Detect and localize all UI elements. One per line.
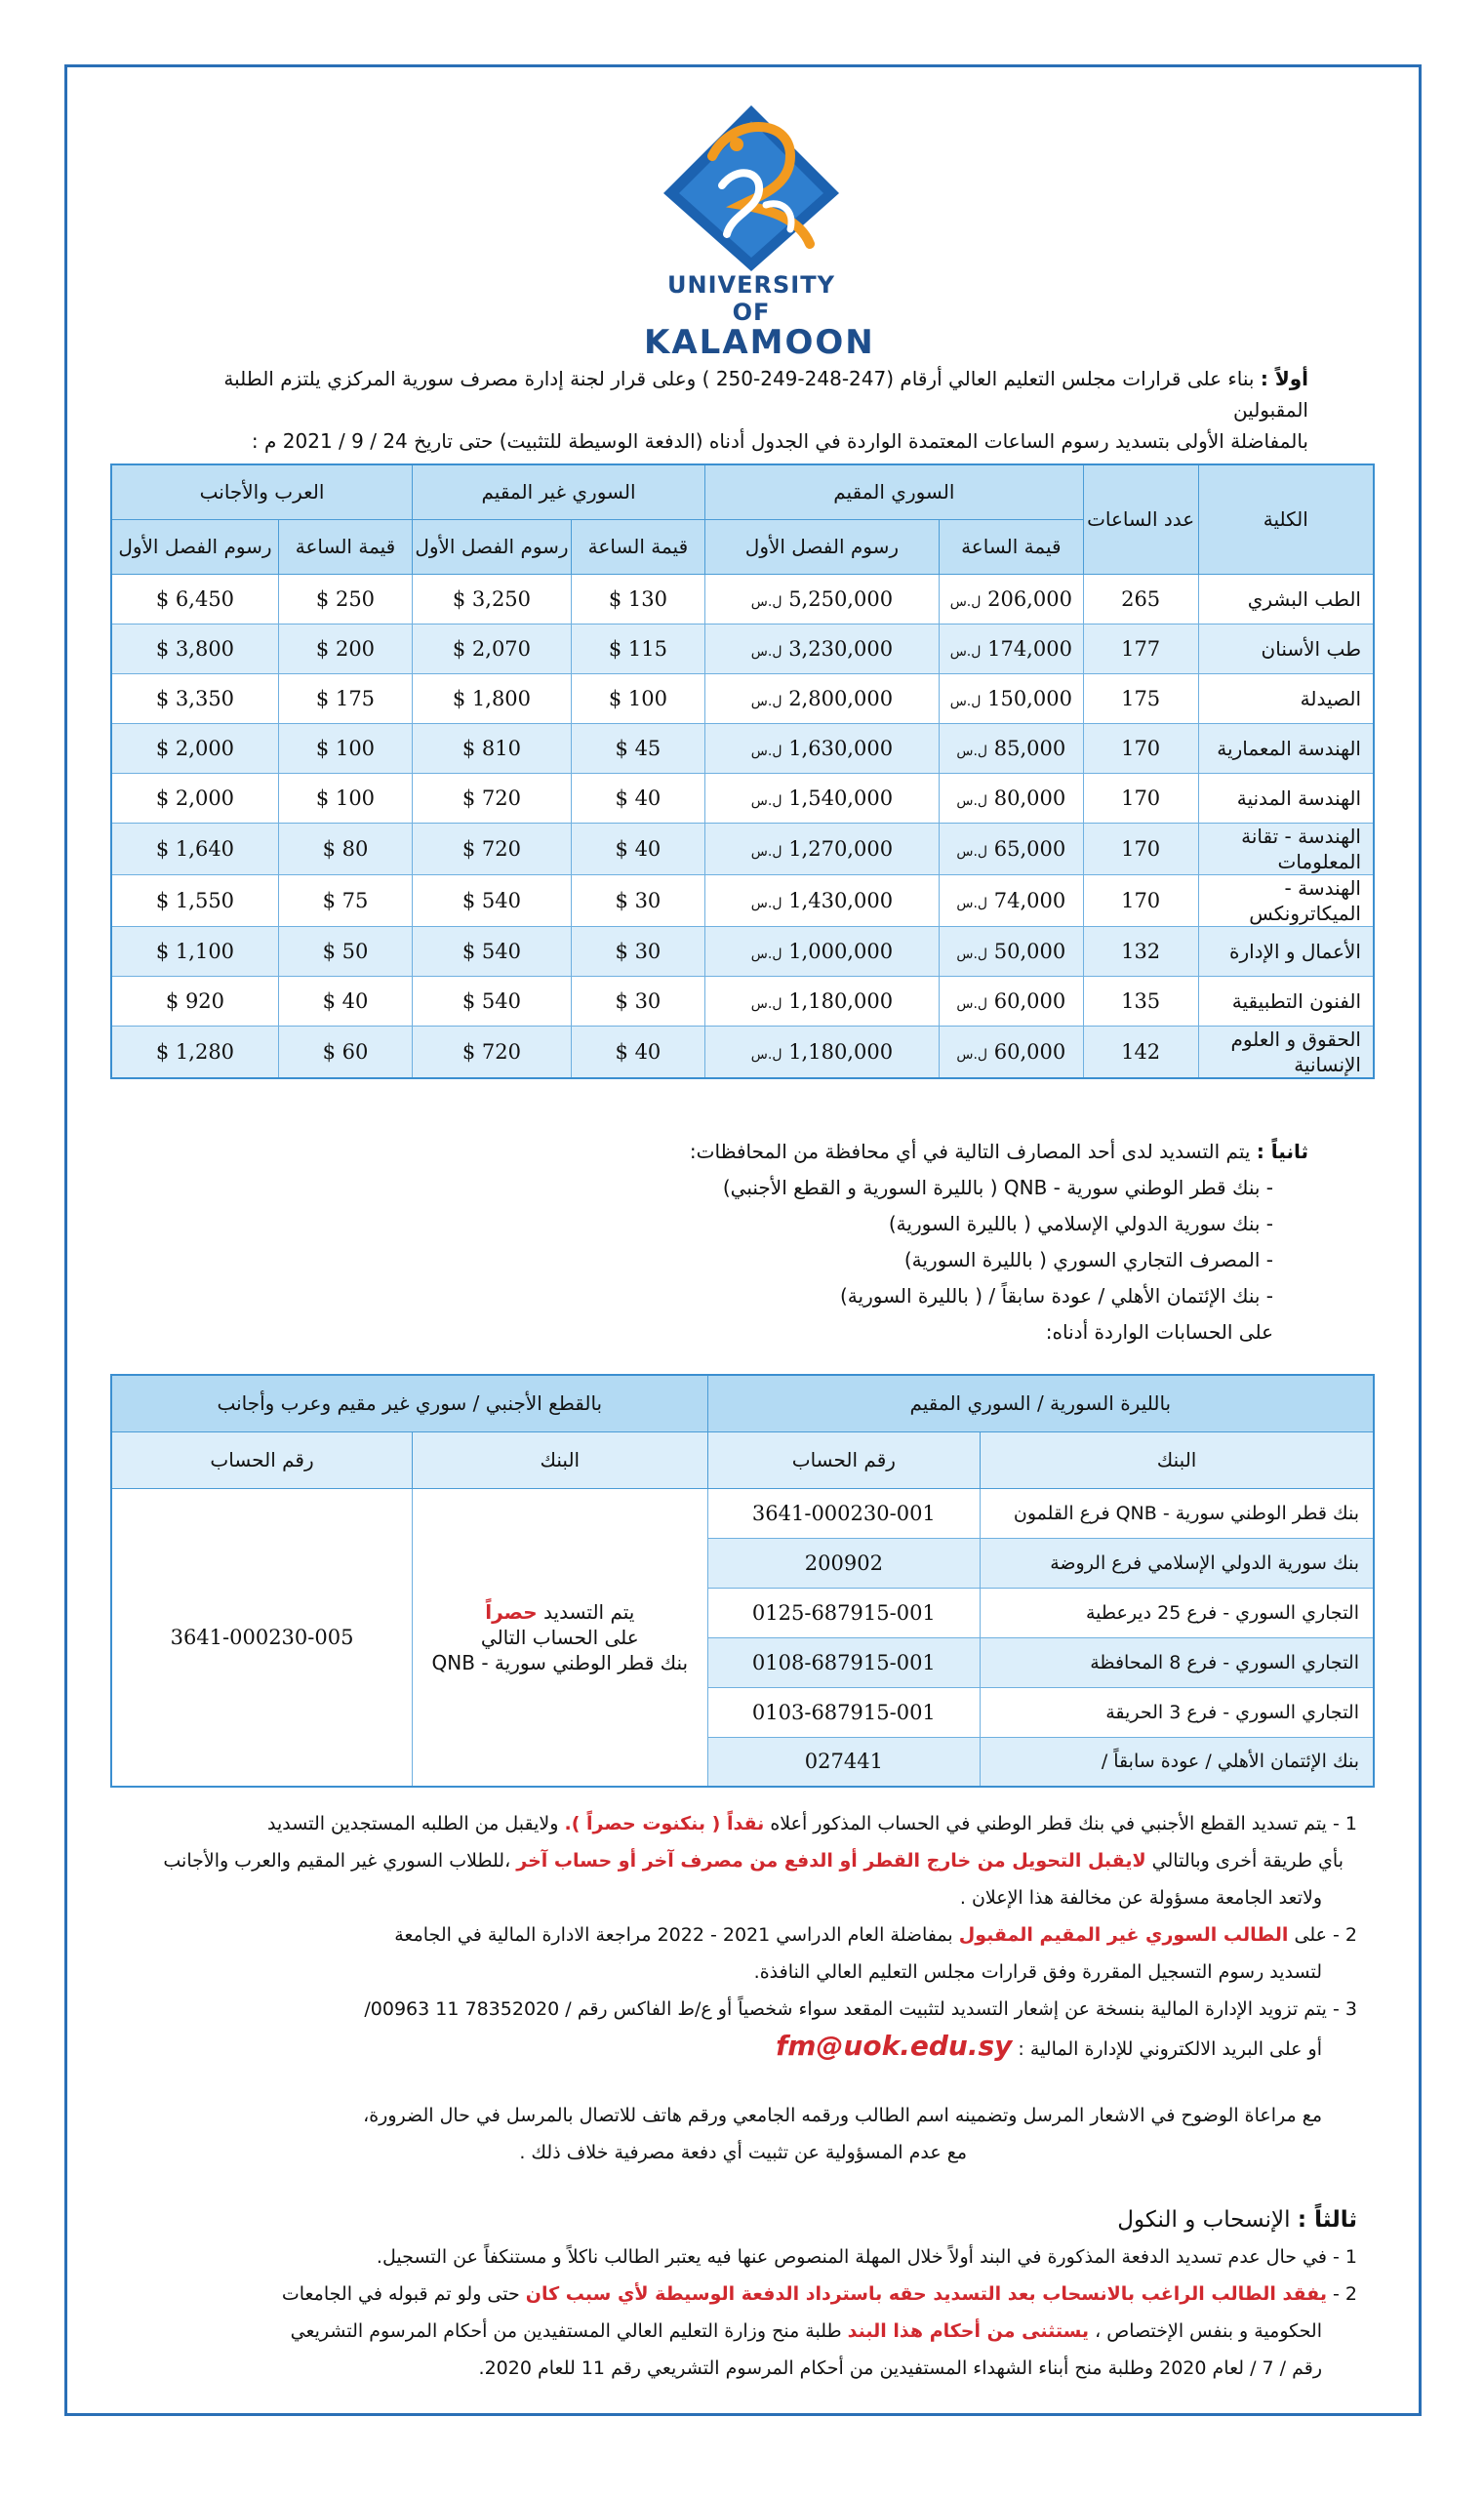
amount-value: 1,180,000 [788, 1039, 894, 1064]
amount-value: 206,000 [987, 586, 1072, 611]
amount-value: $ 720 [461, 836, 522, 861]
faculty-name: الهندسة المعمارية [1217, 736, 1361, 760]
header-hour-value: قيمة الساعة [939, 519, 1083, 574]
nonresident-term-cell [413, 673, 572, 723]
currency-label: ل.س [750, 643, 782, 660]
amount-value: $ 2,000 [155, 736, 235, 760]
note1-red-2: لايقبل التحويل من خارج القطر أو الدفع من مصرف آخر أو حساب آخر [516, 1850, 1146, 1872]
header-resident: السوري المقيم [704, 464, 1083, 519]
amount-value: $ 75 [322, 888, 369, 912]
amount-value: $ 40 [322, 988, 369, 1013]
foreign-account-number: 3641-000230-005 [111, 1488, 413, 1787]
faculty-cell [1198, 976, 1374, 1026]
currency-label: ل.س [949, 593, 982, 610]
note1-text-b: ولايقبل من الطلبه المستجدين التسديد [267, 1813, 565, 1834]
nonresident-hour-cell [571, 773, 704, 823]
withdrawal-item-2-b: حتى ولو تم قبوله في الجامعات [281, 2283, 526, 2305]
nonresident-term-cell [413, 823, 572, 874]
bank-accounts-table [110, 1374, 1375, 1788]
foreign-note-red: حصراً [485, 1599, 538, 1624]
amount-value: 175 [1121, 686, 1161, 710]
foreign-term-cell [111, 926, 278, 976]
header-hours: عدد الساعات [1083, 464, 1198, 574]
foreign-hour-cell [278, 773, 412, 823]
foreign-term-cell [111, 773, 278, 823]
bank-name: التجاري السوري - فرع 8 المحافظة [981, 1637, 1374, 1687]
third-title: الإنسحاب و النكول [1117, 2207, 1298, 2233]
foreign-term-cell [111, 874, 278, 926]
amount-value: $ 40 [615, 1039, 662, 1064]
second-label: ثانياً : [1256, 1140, 1308, 1163]
amount-value: 265 [1121, 586, 1161, 611]
resident-term-cell [704, 823, 939, 874]
currency-label: ل.س [949, 643, 982, 660]
fees-row [111, 1026, 1374, 1078]
resident-term-cell [704, 773, 939, 823]
amount-value: $ 200 [315, 636, 376, 661]
header-first-term: رسوم الفصل الأول [413, 519, 572, 574]
resident-term-cell [704, 673, 939, 723]
amount-value: $ 115 [608, 636, 667, 661]
bank-name: بنك سورية الدولي الإسلامي فرع الروضة [981, 1538, 1374, 1588]
foreign-term-cell [111, 574, 278, 624]
amount-value: $ 100 [608, 686, 667, 710]
nonresident-term-cell [413, 976, 572, 1026]
currency-label: ل.س [956, 1046, 988, 1063]
hours-cell [1083, 976, 1198, 1026]
resident-hour-cell [939, 926, 1083, 976]
resident-hour-cell [939, 874, 1083, 926]
amount-value: 132 [1121, 939, 1161, 963]
amount-value: $ 130 [608, 586, 667, 611]
resident-term-cell [704, 976, 939, 1026]
faculty-cell [1198, 624, 1374, 673]
fees-row [111, 823, 1374, 874]
bank-list-item: - المصرف التجاري السوري ( بالليرة السورية) [903, 1248, 1273, 1271]
bank-name: بنك الإئتمان الأهلي / عودة سابقاً / [981, 1737, 1374, 1787]
amount-value: 65,000 [993, 836, 1066, 861]
foreign-note-3: بنك قطر الوطني سورية - QNB [431, 1650, 689, 1674]
withdrawal-item-2: 2 - [1326, 2283, 1357, 2305]
resident-hour-cell [939, 976, 1083, 1026]
fees-row [111, 624, 1374, 673]
resident-term-cell [704, 926, 939, 976]
resident-hour-cell [939, 1026, 1083, 1078]
amount-value: $ 1,800 [452, 686, 532, 710]
header-first-term: رسوم الفصل الأول [111, 519, 278, 574]
withdrawal-item-2-red: يفقد الطالب الراغب بالانسحاب بعد التسديد حقه باسترداد الدفعة الوسيطة لأي سبب كان [525, 2283, 1327, 2305]
account-number: 0103-687915-001 [707, 1687, 981, 1737]
resident-term-cell [704, 574, 939, 624]
faculty-cell [1198, 926, 1374, 976]
nonresident-hour-cell [571, 574, 704, 624]
amount-value: 170 [1121, 786, 1161, 810]
fees-row [111, 723, 1374, 773]
account-number: 027441 [707, 1737, 981, 1787]
currency-label: ل.س [956, 946, 988, 962]
nonresident-term-cell [413, 624, 572, 673]
amount-value: 85,000 [993, 736, 1066, 760]
faculty-cell [1198, 823, 1374, 874]
amount-value: $ 45 [615, 736, 662, 760]
currency-label: ل.س [750, 946, 782, 962]
resident-hour-cell [939, 574, 1083, 624]
hours-cell [1083, 1026, 1198, 1078]
currency-label: ل.س [949, 693, 982, 709]
logo-line2: KALAMOON [644, 323, 875, 362]
amount-value: $ 3,350 [155, 686, 235, 710]
bank-list-item: - بنك قطر الوطني سورية - QNB ( بالليرة السورية و القطع الأجنبي) [722, 1176, 1273, 1199]
note2-text-b: بمفاضلة العام الدراسي 2021 - 2022 مراجعة الادارة المالية في الجامعة [394, 1924, 959, 1946]
resident-term-cell [704, 624, 939, 673]
currency-label: ل.س [750, 895, 782, 911]
amount-value: 3,230,000 [788, 636, 894, 661]
second-text: يتم التسديد لدى أحد المصارف التالية في أي محافظة من المحافظات: [689, 1140, 1257, 1163]
amount-value: 5,250,000 [788, 586, 894, 611]
account-number: 200902 [707, 1538, 981, 1588]
resident-hour-cell [939, 723, 1083, 773]
amount-value: 170 [1121, 888, 1161, 912]
faculty-name: الهندسة المدنية [1236, 786, 1361, 810]
amount-value: $ 1,550 [155, 888, 235, 912]
faculty-name: طب الأسنان [1261, 636, 1361, 661]
nonresident-hour-cell [571, 673, 704, 723]
amount-value: 80,000 [993, 786, 1066, 810]
amount-value: $ 3,250 [452, 586, 532, 611]
bank-name: التجاري السوري - فرع 3 الحريقة [981, 1687, 1374, 1737]
amount-value: 142 [1121, 1039, 1161, 1064]
intro-line2: بالمفاضلة الأولى بتسديد رسوم الساعات المعتمدة الواردة في الجدول أدناه (الدفعة الوسيطة للتثبيت) حتى تاريخ 24 / 9 / 2021 م : [251, 429, 1308, 453]
header-hour-value: قيمة الساعة [571, 519, 704, 574]
amount-value: 135 [1121, 988, 1161, 1013]
currency-label: ل.س [956, 895, 988, 911]
hours-cell [1083, 926, 1198, 976]
header-bank: البنك [413, 1431, 708, 1488]
note2-red: الطالب السوري غير المقيم المقبول [958, 1924, 1289, 1946]
foreign-hour-cell [278, 874, 412, 926]
amount-value: $ 50 [322, 939, 369, 963]
fees-row [111, 773, 1374, 823]
amount-value: $ 60 [322, 1039, 369, 1064]
foreign-hour-cell [278, 976, 412, 1026]
withdrawal-item-2-e: رقم / 7 / لعام 2020 وطلبة منح أبناء الشهداء المستفيدين من أحكام المرسوم التشريعي رقم 11 للعام 2020. [478, 2357, 1322, 2379]
foreign-term-cell [111, 823, 278, 874]
faculty-name: الهندسة - الميكاترونكس [1249, 875, 1361, 925]
nonresident-term-cell [413, 574, 572, 624]
note3-text-b: أو على البريد الالكتروني للإدارة المالية : [1012, 2038, 1322, 2060]
nonresident-hour-cell [571, 624, 704, 673]
fees-row [111, 874, 1374, 926]
amount-value: $ 6,450 [155, 586, 235, 611]
account-number: 0125-687915-001 [707, 1588, 981, 1637]
amount-value: $ 30 [615, 888, 662, 912]
hours-cell [1083, 773, 1198, 823]
currency-label: ل.س [956, 995, 988, 1012]
amount-value: 170 [1121, 736, 1161, 760]
foreign-term-cell [111, 673, 278, 723]
currency-label: ل.س [750, 593, 782, 610]
hours-cell [1083, 624, 1198, 673]
currency-label: ل.س [750, 843, 782, 860]
logo-line1: UNIVERSITY OF [667, 271, 835, 326]
hours-cell [1083, 723, 1198, 773]
faculty-name: الأعمال و الإدارة [1228, 939, 1361, 963]
faculty-cell [1198, 673, 1374, 723]
amount-value: $ 1,100 [155, 939, 235, 963]
faculty-cell [1198, 723, 1374, 773]
nonresident-term-cell [413, 723, 572, 773]
bank-name: بنك قطر الوطني سورية - QNB فرع القلمون [981, 1488, 1374, 1538]
faculty-name: الهندسة - تقانة المعلومات [1241, 824, 1361, 873]
bank-list-item: - بنك سورية الدولي الإسلامي ( بالليرة السورية) [888, 1212, 1273, 1235]
note2-text-c: لتسديد رسوم التسجيل المقررة وفق قرارات مجلس التعليم العالي النافذة. [753, 1961, 1322, 1983]
accounts-note: على الحسابات الواردة أدناه: [1045, 1320, 1273, 1344]
amount-value: $ 720 [461, 1039, 522, 1064]
foreign-hour-cell [278, 723, 412, 773]
hours-cell [1083, 574, 1198, 624]
nonresident-hour-cell [571, 1026, 704, 1078]
note1-text-c: بأي طريقة أخرى وبالتالي [1145, 1850, 1344, 1872]
amount-value: 50,000 [993, 939, 1066, 963]
amount-value: $ 540 [461, 939, 522, 963]
resident-term-cell [704, 723, 939, 773]
note1-text-d: ،للطلاب السوري غير المقيم والعرب والأجانب [163, 1850, 517, 1872]
foreign-payment-note [413, 1488, 708, 1787]
header-first-term: رسوم الفصل الأول [704, 519, 939, 574]
faculty-cell [1198, 1026, 1374, 1078]
finance-email-link[interactable]: fm@uok.edu.sy [776, 2030, 1013, 2062]
hours-cell [1083, 673, 1198, 723]
foreign-hour-cell [278, 1026, 412, 1078]
header-bank: البنك [981, 1431, 1374, 1488]
account-number: 0108-687915-001 [707, 1637, 981, 1687]
header-foreign-currency: بالقطع الأجنبي / سوري غير مقيم وعرب وأجانب [111, 1375, 707, 1431]
bank-list [157, 1170, 1308, 1350]
resident-hour-cell [939, 624, 1083, 673]
amount-value: 60,000 [993, 988, 1066, 1013]
amount-value: 174,000 [987, 636, 1072, 661]
note1-red: نقداً ( بنكنوت حصراً ). [564, 1813, 765, 1834]
faculty-cell [1198, 874, 1374, 926]
amount-value: $ 2,070 [452, 636, 532, 661]
hours-cell [1083, 874, 1198, 926]
fees-row [111, 926, 1374, 976]
amount-value: 1,270,000 [788, 836, 894, 861]
notes-clarity-line: مع مراعاة الوضوح في الاشعار المرسل وتضمينه اسم الطالب ورقمه الجامعي ورقم هاتف للاتصال بالمرسل في حال الضرورة، [363, 2105, 1322, 2126]
amount-value: 1,180,000 [788, 988, 894, 1013]
header-account: رقم الحساب [707, 1431, 981, 1488]
faculty-cell [1198, 574, 1374, 624]
faculty-name: الطب البشري [1247, 586, 1361, 611]
header-foreign: العرب والأجانب [111, 464, 413, 519]
amount-value: $ 40 [615, 786, 662, 810]
nonresident-hour-cell [571, 926, 704, 976]
amount-value: $ 1,640 [155, 836, 235, 861]
withdrawal-item-2-d: طلبة منح وزارة التعليم العالي المستفيدين من أحكام المرسوم التشريعي [290, 2320, 848, 2342]
header-account: رقم الحساب [111, 1431, 413, 1488]
amount-value: $ 720 [461, 786, 522, 810]
resident-hour-cell [939, 823, 1083, 874]
payment-notes [108, 1805, 1357, 2171]
amount-value: $ 3,800 [155, 636, 235, 661]
withdrawal-item-2-c: الحكومية و بنفس الإختصاص ، [1089, 2320, 1322, 2342]
resident-term-cell [704, 1026, 939, 1078]
amount-value: 170 [1121, 836, 1161, 861]
amount-value: 150,000 [987, 686, 1072, 710]
header-faculty: الكلية [1198, 464, 1374, 574]
nonresident-hour-cell [571, 823, 704, 874]
nonresident-hour-cell [571, 874, 704, 926]
amount-value: $ 30 [615, 939, 662, 963]
nonresident-term-cell [413, 926, 572, 976]
amount-value: $ 250 [315, 586, 376, 611]
foreign-term-cell [111, 723, 278, 773]
intro-label: أولاً : [1260, 367, 1308, 390]
amount-value: $ 540 [461, 888, 522, 912]
amount-value: 60,000 [993, 1039, 1066, 1064]
faculty-name: الحقوق و العلوم الإنسانية [1230, 1027, 1361, 1076]
note1-text: 1 - يتم تسديد القطع الأجنبي في بنك قطر الوطني في الحساب المذكور أعلاه [764, 1813, 1357, 1834]
amount-value: 2,800,000 [788, 686, 894, 710]
bank-list-item: - بنك الإئتمان الأهلي / عودة سابقاً / ( بالليرة السورية) [839, 1284, 1273, 1308]
logo-emblem-icon [644, 98, 859, 273]
nonresident-term-cell [413, 874, 572, 926]
amount-value: $ 810 [461, 736, 522, 760]
amount-value: $ 1,280 [155, 1039, 235, 1064]
currency-label: ل.س [956, 843, 988, 860]
currency-label: ل.س [750, 1046, 782, 1063]
nonresident-term-cell [413, 773, 572, 823]
withdrawal-section [108, 2201, 1357, 2387]
currency-label: ل.س [750, 995, 782, 1012]
foreign-term-cell [111, 624, 278, 673]
withdrawal-item-2-red-2: يستثنى من أحكام هذا البند [847, 2320, 1090, 2342]
amount-value: 1,000,000 [788, 939, 894, 963]
amount-value: $ 100 [315, 736, 376, 760]
currency-label: ل.س [750, 693, 782, 709]
amount-value: 1,430,000 [788, 888, 894, 912]
nonresident-hour-cell [571, 723, 704, 773]
intro-paragraph [157, 363, 1308, 457]
bank-name: التجاري السوري - فرع 25 ديرعطية [981, 1588, 1374, 1637]
nonresident-hour-cell [571, 976, 704, 1026]
fees-row [111, 673, 1374, 723]
intro-line1: بناء على قرارات مجلس التعليم العالي أرقام (247-248-249-250 ) وعلى قرار لجنة إدارة مصرف سورية المركزي يلتزم الطلبة المقبولين [223, 367, 1308, 422]
account-number: 3641-000230-001 [707, 1488, 981, 1538]
foreign-hour-cell [278, 673, 412, 723]
notes-responsibility-line: مع عدم المسؤولية عن تثبيت أي دفعة مصرفية خلاف ذلك . [519, 2142, 967, 2163]
currency-label: ل.س [956, 792, 988, 809]
amount-value: $ 2,000 [155, 786, 235, 810]
faculty-name: الفنون التطبيقية [1231, 988, 1361, 1013]
fees-table [110, 463, 1375, 1079]
amount-value: 74,000 [993, 888, 1066, 912]
foreign-hour-cell [278, 926, 412, 976]
amount-value: $ 920 [165, 988, 225, 1013]
faculty-cell [1198, 773, 1374, 823]
header-nonresident: السوري غير المقيم [413, 464, 705, 519]
note2-text: 2 - على [1288, 1924, 1357, 1946]
foreign-term-cell [111, 976, 278, 1026]
foreign-hour-cell [278, 624, 412, 673]
amount-value: 1,540,000 [788, 786, 894, 810]
hours-cell [1083, 823, 1198, 874]
foreign-note-1: يتم التسديد [537, 1599, 635, 1624]
third-label: ثالثاً : [1297, 2207, 1357, 2233]
amount-value: $ 40 [615, 836, 662, 861]
university-logo [644, 98, 875, 362]
fees-row [111, 976, 1374, 1026]
amount-value: $ 30 [615, 988, 662, 1013]
note1-text-e: ولاتعد الجامعة مسؤولة عن مخالفة هذا الإعلان . [959, 1887, 1322, 1909]
amount-value: $ 100 [315, 786, 376, 810]
foreign-term-cell [111, 1026, 278, 1078]
foreign-note-2: على الحساب التالي [480, 1625, 639, 1649]
amount-value: $ 540 [461, 988, 522, 1013]
resident-hour-cell [939, 673, 1083, 723]
resident-hour-cell [939, 773, 1083, 823]
header-hour-value: قيمة الساعة [278, 519, 412, 574]
foreign-hour-cell [278, 574, 412, 624]
amount-value: 177 [1121, 636, 1161, 661]
withdrawal-item-1: 1 - في حال عدم تسديد الدفعة المذكورة في البند أولاً خلال المهلة المنصوص عنها فيه يعتبر الطالب ناكلاً و مستنكفاً عن التسجيل. [376, 2246, 1357, 2268]
amount-value: $ 175 [315, 686, 376, 710]
resident-term-cell [704, 874, 939, 926]
currency-label: ل.س [750, 792, 782, 809]
fees-row [111, 574, 1374, 624]
faculty-name: الصيدلة [1300, 686, 1361, 710]
amount-value: 1,630,000 [788, 736, 894, 760]
header-local-currency: بالليرة السورية / السوري المقيم [707, 1375, 1374, 1431]
currency-label: ل.س [750, 743, 782, 759]
foreign-hour-cell [278, 823, 412, 874]
currency-label: ل.س [956, 743, 988, 759]
nonresident-term-cell [413, 1026, 572, 1078]
amount-value: $ 80 [322, 836, 369, 861]
note3-text: 3 - يتم تزويد الإدارة المالية بنسخة عن إشعار التسديد لتثبيت المقعد سواء شخصياً أو ع/ط الفاكس رقم / 78352020 11 00963/ [364, 1998, 1357, 2020]
payment-banks-section [157, 1134, 1308, 1350]
